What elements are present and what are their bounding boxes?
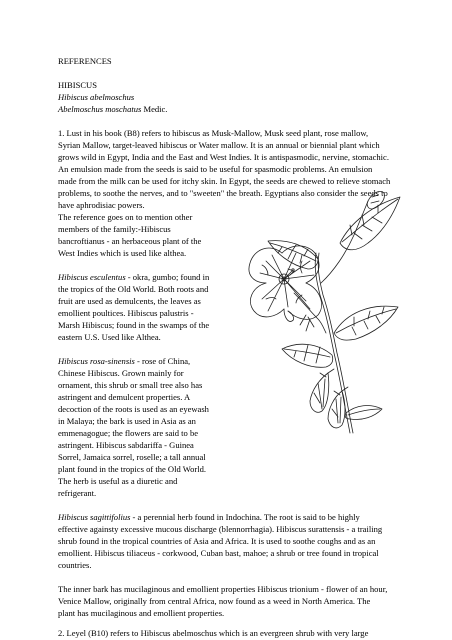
rosa-line: astringent. Hibiscus sabdariffa - Guinea bbox=[58, 440, 194, 450]
references-heading: REFERENCES bbox=[58, 56, 112, 66]
esculentus-line: Marsh Hibiscus; found in the swamps of the bbox=[58, 320, 210, 330]
esculentus-line: emollient poultices. Hibiscus palustris - bbox=[58, 308, 194, 318]
rosa-line: astringent and demulcent properties. A bbox=[58, 392, 191, 402]
rosa-line: ornament, this shrub or small tree also has bbox=[58, 380, 203, 390]
synonym-name: Abelmoschus moschatus bbox=[58, 104, 142, 114]
sagittifolius-line: emollient. Hibiscus tiliaceus - corkwood, Cuban bast, mahoe; a shrub or tree found in tropical bbox=[58, 548, 379, 558]
rosa-line: Sorrel, Jamaica sorrel, roselle; a tall annual bbox=[58, 452, 206, 462]
rosa-text: - rose of China, bbox=[134, 356, 191, 366]
inner-bark-line: plant has mucilaginous and emollient properties. bbox=[58, 608, 225, 618]
para1-line: problems, to soothe the nerves, and to "sweeten" the breath. Egyptians also consider the seeds to bbox=[58, 188, 388, 198]
species-name: Hibiscus abelmoschus bbox=[58, 92, 135, 102]
para1-line: grows wild in Egypt, India and the East and West Indies. It is antispasmodic, nervine, stomachic. bbox=[58, 152, 389, 162]
esculentus-line: eastern U.S. Used like Althea. bbox=[58, 332, 161, 342]
para1-line: West Indies which is used like althea. bbox=[58, 248, 187, 258]
esculentus-line: fruit are used as demulcents, the leaves as bbox=[58, 296, 201, 306]
rosa-line: decoction of the roots is used as an eyewash bbox=[58, 404, 209, 414]
sagittifolius-line bbox=[58, 512, 360, 524]
sagittifolius-line: effective againsty excessive mucous discharge (blennorrhagia). Hibiscus surattensis - a trailing bbox=[58, 524, 383, 534]
esculentus-text: - okra, gumbo; found in bbox=[125, 272, 210, 282]
para1-line: 1. Lust in his book (B8) refers to hibiscus as Musk-Mallow, Musk seed plant, rose mallow, bbox=[58, 128, 369, 138]
para2-line: 2. Leyel (B10) refers to Hibiscus abelmoschus which is an evergreen shrub with very large bbox=[58, 628, 369, 638]
hibiscus-plant-drawing-icon bbox=[222, 183, 418, 438]
synonym-line bbox=[58, 104, 167, 116]
rosa-line: refrigerant. bbox=[58, 488, 97, 498]
hibiscus-illustration bbox=[222, 183, 418, 438]
para1-line: made from the milk can be used for itchy skin. In Egypt, the seeds are chewed to relieve stomach bbox=[58, 176, 391, 186]
rosa-line bbox=[58, 356, 190, 368]
para1-line: have aphrodisiac powers. bbox=[58, 200, 145, 210]
subject-heading: HIBISCUS bbox=[58, 80, 97, 90]
rosa-line: in Malaya; the bark is used in Asia as an bbox=[58, 416, 196, 426]
sagittifolius-line: shrub found in the tropical countries of Asia and Africa. It is used to soothe coughs and as an bbox=[58, 536, 376, 546]
rosa-line: Chinese Hibiscus. Grown mainly for bbox=[58, 368, 184, 378]
rosa-line: The herb is useful as a diuretic and bbox=[58, 476, 178, 486]
rosa-line: plant found in the tropics of the Old World. bbox=[58, 464, 206, 474]
rosa-name: Hibiscus rosa-sinensis bbox=[58, 356, 135, 366]
esculentus-line bbox=[58, 272, 209, 284]
inner-bark-line: Venice Mallow, originally from central Africa, now found as a weed in North America. The bbox=[58, 596, 371, 606]
esculentus-line: the tropics of the Old World. Both roots and bbox=[58, 284, 209, 294]
sagittifolius-text: - a perennial herb found in Indochina. The root is said to be highly bbox=[130, 512, 360, 522]
para1-line: An emulsion made from the seeds is said to be useful for spasmodic problems. An emulsion bbox=[58, 164, 373, 174]
para1-line: Syrian Mallow, target-leaved hibiscus or Water mallow. It is an annual or biennial plant which bbox=[58, 140, 380, 150]
para1-line: bancroftianus - an herbaceous plant of the bbox=[58, 236, 202, 246]
para1-line: members of the family:-Hibiscus bbox=[58, 224, 171, 234]
esculentus-name: Hibiscus esculentus bbox=[58, 272, 126, 282]
para1-line: The reference goes on to mention other bbox=[58, 212, 193, 222]
sagittifolius-line: countries. bbox=[58, 560, 92, 570]
synonym-author: Medic. bbox=[141, 104, 168, 114]
sagittifolius-name: Hibiscus sagittifolius bbox=[58, 512, 131, 522]
inner-bark-line: The inner bark has mucilaginous and emollient properties Hibiscus trionium - flower of an hour, bbox=[58, 584, 388, 594]
rosa-line: emmenagogue; the flowers are said to be bbox=[58, 428, 199, 438]
